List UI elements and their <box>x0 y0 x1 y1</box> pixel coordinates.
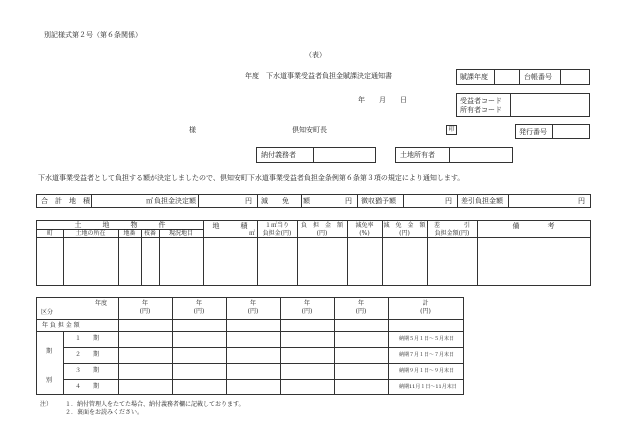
deferred-amount-label: 徴収猶予額 <box>361 197 396 205</box>
per-sqm-sub-header: 負担金(円) <box>262 230 292 237</box>
charge-sub-header: (円) <box>316 230 328 237</box>
form-number: 別記様式第２号（第６条関係） <box>44 31 142 39</box>
year-col-3: 年 <box>249 300 256 307</box>
location-header: 土地の所在 <box>75 230 106 237</box>
yen-col-1: (円) <box>139 308 151 315</box>
mayor-name: 倶知安町長 <box>292 126 327 134</box>
yen-col-2: (円) <box>193 308 205 315</box>
exempt-amount-sub-header: (円) <box>399 230 410 237</box>
property-detail-table <box>36 220 591 286</box>
yen-col-3: (円) <box>247 308 259 315</box>
exempt-rate-header: 減免率 <box>355 222 374 229</box>
period-3-label: ３ 期 <box>75 367 100 374</box>
year-col-5: 年 <box>357 300 364 307</box>
seal-stamp: 印 <box>446 125 457 135</box>
period-4-due: 納期11月１日～11月末日 <box>399 384 457 390</box>
parcel-header: 地番 <box>123 230 136 237</box>
issue-number-box <box>515 124 590 139</box>
net-amount-unit: 円 <box>578 197 585 205</box>
land-property-header: 土 地 物 件 <box>74 221 166 229</box>
decided-amount-unit: 円 <box>245 197 252 205</box>
notes-label: 注） <box>40 401 53 408</box>
landowner-box <box>395 147 513 163</box>
division-header: 区分 <box>41 309 54 316</box>
obligor-box <box>256 147 376 163</box>
installment-table <box>36 297 464 395</box>
fiscal-year-label: 賦課年度 <box>460 73 488 81</box>
issue-number-label: 発行番号 <box>519 128 547 136</box>
period-1-due: 納期５月１日～５月末日 <box>399 336 455 342</box>
exempt-amount-unit: 円 <box>345 197 352 205</box>
annual-charge-label: 年 負 担 金 額 <box>42 322 80 329</box>
obligor-label: 納付義務者 <box>261 151 296 159</box>
total-yen-header: (円) <box>420 308 431 315</box>
year-col-4: 年 <box>303 300 310 307</box>
notice-text: 下水道事業受益者として負担する額が決定しましたので、倶知安町下水道事業受益者負担金条例第６条第３項の規定により通知します。 <box>38 174 465 182</box>
yen-col-5: (円) <box>355 308 367 315</box>
town-header: 町 <box>46 230 53 237</box>
remarks-header: 備 考 <box>512 222 555 230</box>
period-4-label: ４ 期 <box>75 383 100 390</box>
period-2-due: 納期７月１日～７月末日 <box>399 352 455 358</box>
net-amount-label: 差引負担金額 <box>461 197 503 205</box>
period-2-label: ２ 期 <box>75 351 100 358</box>
fiscal-ledger-box <box>456 69 590 85</box>
exempt-amount-header: 減 免 金 額 <box>383 222 426 229</box>
difference-sub-header: 負担金額(円) <box>434 230 470 237</box>
per-sqm-header: １㎡当り <box>264 222 289 229</box>
charge-header: 負 担 金 額 <box>300 222 343 229</box>
landowner-label: 土地所有者 <box>400 151 435 159</box>
note-1: １．納付管理人をたてた場合、納付義務者欄に記載しております。 <box>65 401 245 408</box>
exempt-amount-label: 減 免 額 <box>261 197 310 205</box>
beneficiary-code-label: 受益者コード <box>460 97 502 105</box>
period-char-2: 別 <box>46 377 53 384</box>
front-side-label: （表） <box>305 51 326 59</box>
area-unit-header: ㎡ <box>248 230 255 237</box>
exempt-rate-sub-header: (%) <box>359 230 370 237</box>
difference-header: 差 引 <box>433 222 470 229</box>
deferred-amount-unit: 円 <box>445 197 452 205</box>
owner-code-label: 所有者コード <box>460 106 502 114</box>
total-col-header: 計 <box>422 300 429 307</box>
note-2: ２．裏面をお読みください。 <box>65 409 144 416</box>
ledger-number-label: 台帳番号 <box>524 73 552 81</box>
land-use-header: 現況地目 <box>168 230 193 237</box>
period-3-due: 納期９月１日～９月末日 <box>399 368 455 374</box>
area-header: 地 積 <box>212 222 248 230</box>
total-area-label: 合 計 地 積 <box>41 197 90 205</box>
document-title: 年度 下水道事業受益者負担金賦課決定通知書 <box>245 72 392 80</box>
yen-col-4: (円) <box>301 308 313 315</box>
decided-amount-label: 負担金決定額 <box>154 197 196 205</box>
period-char-1: 期 <box>46 348 53 355</box>
total-area-unit: ㎡ <box>146 197 153 205</box>
fiscal-year-header: 年度 <box>95 300 108 307</box>
honorific: 様 <box>189 126 196 134</box>
year-col-2: 年 <box>195 300 202 307</box>
code-box <box>456 93 590 117</box>
year-col-1: 年 <box>141 300 148 307</box>
period-1-label: １ 期 <box>75 335 100 342</box>
summary-table <box>36 194 591 208</box>
branch-header: 枝番 <box>143 230 156 237</box>
issue-date: 年 月 日 <box>358 96 407 104</box>
